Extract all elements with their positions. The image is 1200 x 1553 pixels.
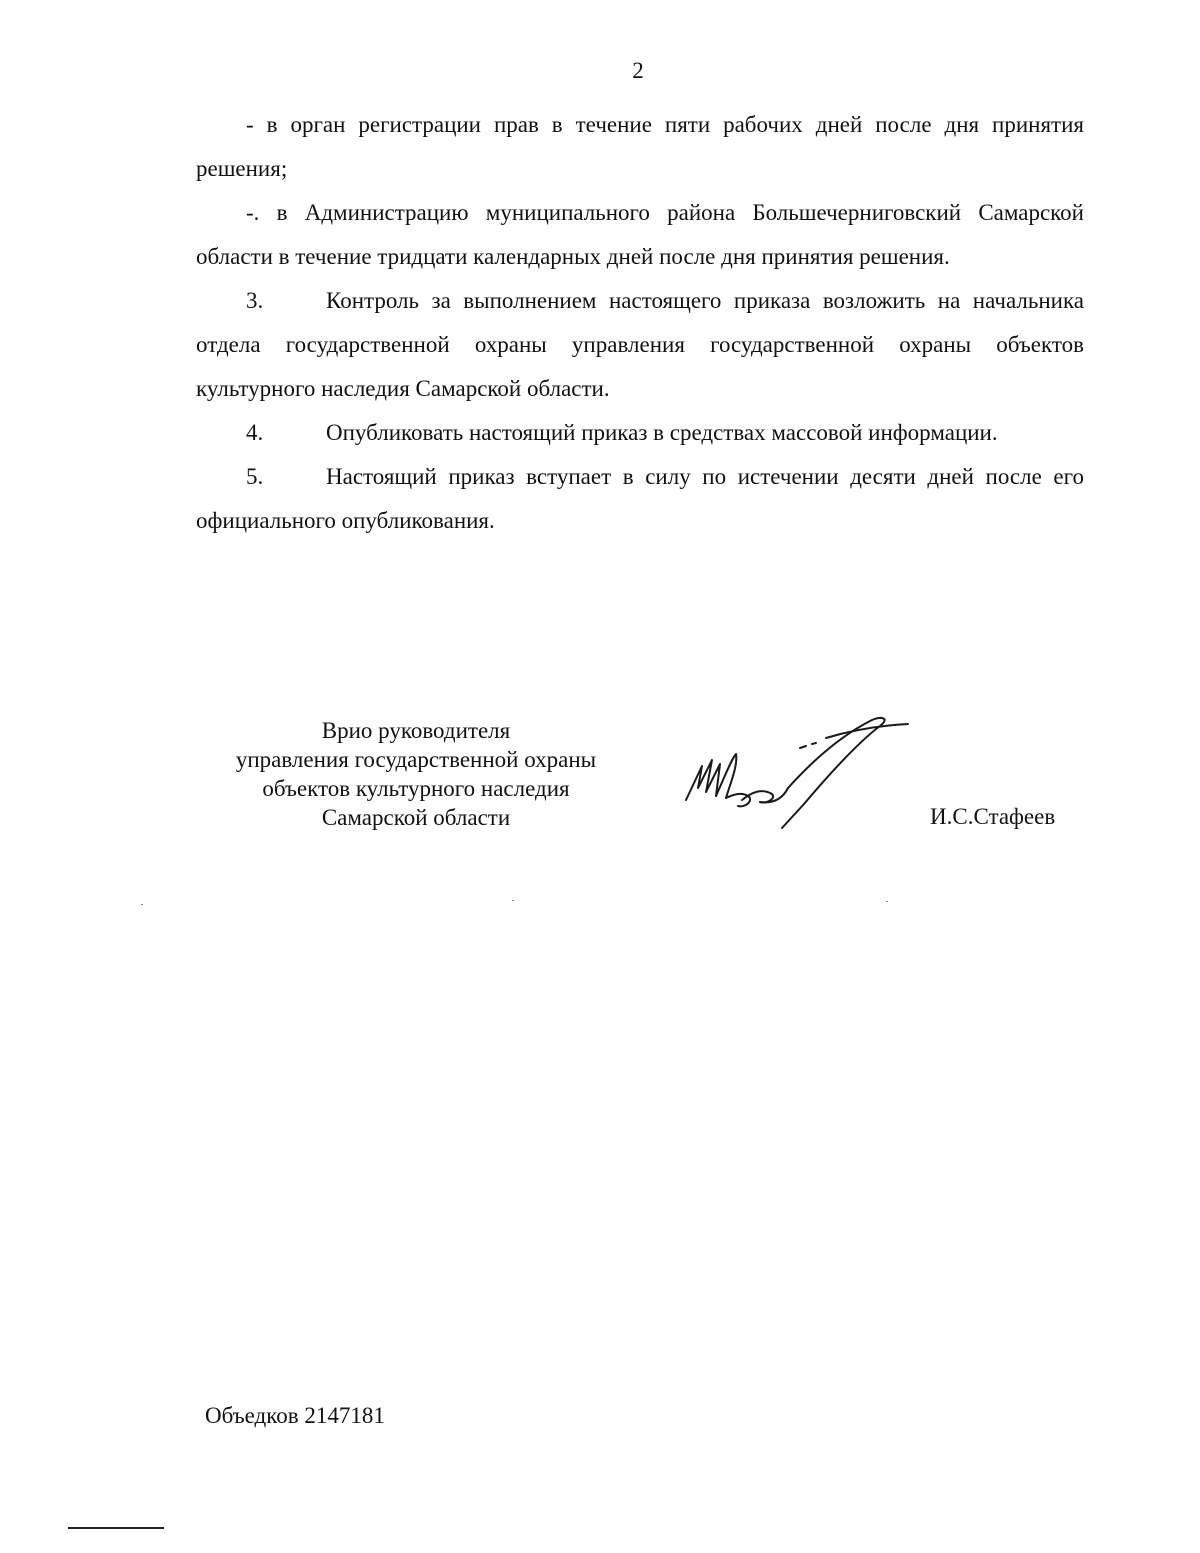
item-text: Настоящий приказ вступает в силу по истечении десяти дней после его официального опубликования. (196, 464, 1084, 533)
handwritten-signature (676, 708, 916, 838)
paragraph-administration: -. в Администрацию муниципального района Большечерниговский Самарской области в течение тридцати календарных дней после дня принятия решения. (196, 200, 1084, 269)
scan-corner-line (68, 1527, 164, 1529)
page-number: 2 (632, 58, 644, 83)
position-line: объектов культурного наследия (262, 776, 570, 801)
item-text: Опубликовать настоящий приказ в средствах массовой информации. (326, 420, 998, 445)
item-3 (196, 279, 1084, 411)
signer-position (196, 716, 636, 832)
document-body (196, 103, 1084, 543)
position-line: Врио руководителя (321, 718, 511, 743)
item-number: 3. (246, 288, 264, 313)
item-text: Контроль за выполнением настоящего приказа возложить на начальника отдела государственной охраны управления государственной охраны объектов культурного наследия Самарской области. (196, 288, 1084, 401)
item-5 (196, 455, 1084, 543)
signer-name: И.С.Стафеев (930, 804, 1056, 829)
item-number: 5. (246, 464, 264, 489)
position-line: управления государственной охраны (235, 747, 597, 772)
paragraph-registration: - в орган регистрации прав в течение пяти рабочих дней после дня принятия решения; (196, 112, 1084, 181)
scan-speck (512, 900, 514, 901)
position-line: Самарской области (321, 805, 511, 830)
scan-speck (141, 904, 143, 905)
item-number: 4. (246, 420, 264, 445)
item-4 (196, 411, 1084, 455)
scan-speck (886, 901, 888, 902)
executor-contact: Объедков 2147181 (205, 1403, 385, 1428)
